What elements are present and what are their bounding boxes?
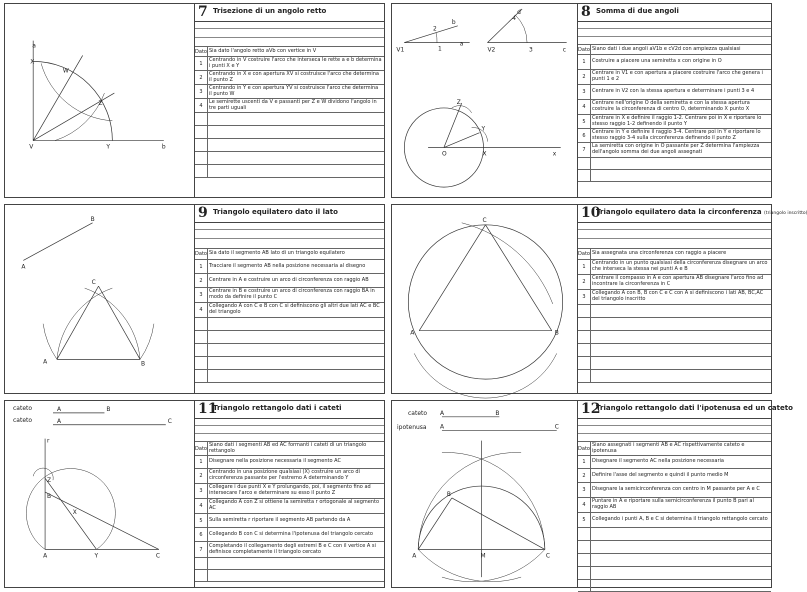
label-x: X (30, 58, 35, 66)
empty-row (578, 357, 771, 370)
card-header (578, 4, 771, 22)
step-row: 2 Centrare il compasso in A e con apertura AB disegnare l'arco fino ad incontrare la circonferenza in C (578, 275, 771, 290)
label-b2: B (141, 360, 146, 368)
label-r: r (47, 437, 50, 445)
empty-row (578, 567, 771, 580)
dato-text: Sia dato l'angolo retto aVb con vertice in V (209, 47, 317, 54)
step-row: 1 Disegnare il segmento AC nella posizione necessaria (578, 456, 771, 469)
card-number: 8 (581, 4, 591, 20)
empty-row (578, 318, 771, 331)
card-header (195, 401, 384, 419)
card-number: 11 (198, 401, 218, 417)
rule (578, 425, 771, 426)
step-row: 5 Centrare in X e definire il raggio 1-2. Centrare poi in X e riportare lo stesso raggio 1-2 definendo il punto Y (578, 115, 771, 129)
cateto-label: cateto (408, 410, 428, 417)
label-z: Z (456, 98, 461, 106)
step-text: Centrando in un punto qualsiasi della circonferenza disegnare un arco che interseca la stessa nei punti A e B (592, 260, 768, 272)
dato-label: Dato (578, 251, 590, 257)
step-row: 1 Centrando in V costruire l'arco che interseca le rette a e b determina i punti X e Y (195, 57, 384, 71)
step-row: 3 Collegare i due punti X e Y prolungando, poi, il segmento fino ad intersecare l'arco e determinare su esso il punto Z (195, 484, 384, 499)
steps-table (195, 441, 384, 582)
step-row: 4 Collegando A con Z si ottiene la semiretta r ortogonale al segmento AC (195, 499, 384, 514)
dato-row (195, 441, 384, 456)
rule (578, 36, 771, 37)
label-z: Z (98, 99, 103, 107)
card-10 (391, 204, 807, 394)
figure-8 (392, 4, 578, 197)
empty-row (195, 344, 384, 357)
step-row: 4 Centrare nell'origine O della semiretta e con la stessa apertura costruire la circonferenza di centro O, determinando X punto X (578, 100, 771, 115)
rule (195, 238, 384, 239)
step-text: Tracciare il segmento AB nella posizione necessaria al disegno (209, 262, 366, 269)
table-11 (195, 401, 384, 587)
card-number: 9 (198, 205, 208, 221)
step-text: Centrare il compasso in A e con apertura AB disegnare l'arco fino ad incontrare la circonferenza in C (592, 275, 764, 287)
label-2: 2 (433, 25, 437, 33)
diagram-11 (5, 401, 194, 587)
empty-row (578, 170, 771, 182)
dato-label: Dato (195, 251, 207, 257)
step-text: Centrare nell'origine O della semiretta e con la stessa apertura costruire la circonferenza di centro O, determinando X punto X (592, 100, 750, 112)
step-text: Collegando A con B, B con C e C con A si definiscono i lati AB, BC,AC del triangolo inscritto (592, 290, 764, 302)
step-text: La semiretta con origine in O passante per Z determina l'ampiezza dell'angolo somma dei due angoli assegnati (592, 143, 760, 155)
empty-row (195, 126, 384, 139)
step-text: Completando il collegamento degli estremi B e C con il vertice A si definisce completamente il triangolo cercato (209, 542, 376, 555)
label-v: V (29, 143, 34, 151)
step-row: 1 Disegnare nella posizione necessaria il segmento AC (195, 456, 384, 469)
step-text: Centrando in una posizione qualsiasi (X) costruire un arco di circonferenza passante per l'estremo A determinando Y (209, 469, 360, 481)
seg-label-c: C (554, 423, 559, 431)
card-header (195, 205, 384, 223)
dato-row (195, 248, 384, 260)
rule (578, 433, 771, 434)
diagram-7 (5, 4, 194, 197)
step-row: 5 Collegando i punti A, B e C si determina il triangolo rettangolo cercato (578, 513, 771, 528)
step-text: Puntare in A e riportare sulla semicirconferenza il punto B pari al raggio AB (592, 498, 754, 510)
card-header (578, 205, 807, 223)
empty-row (578, 580, 771, 592)
label-a: A (43, 552, 48, 560)
label-m: M (480, 552, 486, 560)
step-text: Le semirette uscenti da V e passanti per Z e W dividono l'angolo in tre parti uguali (209, 98, 377, 111)
empty-row (578, 344, 771, 357)
diagram-9 (5, 205, 194, 393)
label-v1: V1 (396, 46, 405, 54)
step-text: Centrando in V costruire l'arco che interseca le rette a e b determina i punti X e Y (209, 56, 382, 69)
table-7 (195, 4, 384, 197)
step-text: Centrare in Y e definire il raggio 3-4. Centrare poi in Y e riportare lo stesso raggio 3-4 sulla circonferenza definendo il punto Z (592, 128, 761, 141)
empty-row (195, 113, 384, 126)
label-o: O (441, 150, 447, 158)
card-8 (391, 3, 772, 198)
empty-row (195, 152, 384, 165)
card-title (596, 209, 807, 217)
step-row: 3 Centrare in B e costruire un arco di circonferenza con raggio BA in modo da definire il punto C (195, 288, 384, 303)
dato-row (578, 441, 771, 456)
card-title: Somma di due angoli (596, 7, 679, 15)
table-8 (578, 4, 771, 197)
step-text: Collegando A con C e B con C si definiscono gli altri due lati AC e BC del triangolo (209, 303, 380, 315)
label-1: 1 (437, 45, 442, 53)
cateto-label-2: cateto (13, 417, 33, 424)
empty-row (578, 370, 771, 383)
label-c: C (155, 552, 161, 560)
empty-row (578, 541, 771, 554)
label-c: C (91, 279, 96, 287)
figure-10 (392, 205, 578, 393)
step-text: Centrando in X e con apertura XV si costruisce l'arco che determina il punto Z (209, 70, 379, 83)
empty-row (578, 158, 771, 170)
step-row: 2 Centrare in V1 e con apertura a piacere costruire l'arco che genera i punti 1 e 2 (578, 70, 771, 85)
step-row: 6 Collegando B con C si determina l'ipotenusa del triangolo cercato (195, 528, 384, 542)
step-row: 4 Collegando A con C e B con C si definiscono gli altri due lati AC e BC del triangolo (195, 303, 384, 318)
label-x: X (72, 508, 77, 516)
seg-label-b: B (106, 405, 111, 413)
card-number: 12 (581, 401, 601, 417)
dato-label: Dato (578, 442, 591, 455)
step-text: Collegando A con Z si ottiene la semiretta r ortogonale al segmento AC (209, 499, 379, 511)
table-10 (578, 205, 807, 393)
step-row: 2 Centrando in una posizione qualsiasi (X) costruire un arco di circonferenza passante per l'estremo A determinando Y (195, 469, 384, 484)
step-row: 1 Centrando in un punto qualsiasi della circonferenza disegnare un arco che interseca la stessa nei punti A e B (578, 260, 771, 275)
steps-table (578, 441, 771, 592)
rule (195, 37, 384, 38)
step-text: Centrare in V2 con la stessa apertura e determinare i punti 3 e 4 (592, 88, 755, 95)
step-text: Centrare in X e definire il raggio 1-2. Centrare poi in X e riportare lo stesso raggio 1-2 definendo il punto Y (592, 114, 762, 127)
step-row: 7 Completando il collegamento degli estremi B e C con il vertice A si definisce completamente il triangolo cercato (195, 542, 384, 558)
dato-label: Dato (578, 46, 590, 53)
label-b: b (451, 18, 456, 26)
card-12 (391, 400, 793, 588)
step-row: 4 Puntare in A e riportare sulla semicirconferenza il punto B pari al raggio AB (578, 498, 771, 513)
empty-row (195, 318, 384, 331)
dato-label: Dato (195, 48, 207, 55)
cateto-label-1: cateto (13, 405, 33, 412)
step-text: Centrando in Y e con apertura YV si costruisce l'arco che determina il punto W (209, 84, 379, 97)
label-a: A (21, 263, 26, 271)
step-text: Centrare in B e costruire un arco di circonferenza con raggio BA in modo da definire il punto C (209, 288, 375, 300)
seg-label-a2: A (56, 417, 62, 425)
figure-11 (5, 401, 195, 587)
label-4: 4 (512, 14, 516, 22)
rule (195, 28, 384, 29)
empty-row (195, 331, 384, 344)
figure-12 (392, 401, 578, 587)
card-9 (4, 204, 385, 394)
label-xs: x (552, 150, 557, 158)
rule (195, 433, 384, 434)
dato-row (578, 248, 771, 260)
step-row: 4 Le semirette uscenti da V e passanti per Z e W dividono l'angolo in tre parti uguali (195, 99, 384, 113)
card-title: Trisezione di un angolo retto (213, 7, 327, 15)
empty-row (578, 305, 771, 318)
title-subtitle: (triangolo inscritto) (764, 211, 807, 216)
rule (195, 229, 384, 230)
label-b: B (47, 492, 52, 500)
label-a: a (32, 42, 36, 50)
label-c: C (545, 552, 550, 560)
dato-label: Dato (195, 442, 208, 455)
label-b: B (90, 215, 95, 223)
label-b: B (446, 490, 451, 498)
dato-text: Sia dato il segmento AB lato di un triangolo equilatero (209, 250, 345, 257)
empty-row (578, 554, 771, 567)
label-a: A (412, 552, 417, 560)
dato-text: Siano dati i due angoli aV1b e cV2d con ampiezza qualsiasi (592, 45, 741, 52)
diagram-12 (392, 401, 577, 587)
label-a2: A (43, 358, 48, 366)
empty-row (195, 570, 384, 582)
empty-row (195, 139, 384, 152)
card-title: Triangolo equilatero dato il lato (213, 208, 338, 216)
seg-label-a: A (439, 409, 445, 417)
label-a: a (459, 40, 464, 48)
card-header (578, 401, 793, 419)
steps-table (578, 248, 771, 383)
figure-9 (5, 205, 195, 393)
label-c: C (482, 216, 487, 224)
step-text: Disegnare nella posizione necessaria il segmento AC (209, 458, 341, 465)
step-row: 5 Sulla semiretta r riportare il segmento AB partendo da A (195, 514, 384, 528)
rule (578, 28, 771, 29)
step-text: Disegnare la semicirconferenza con centro in M passante per A e C (592, 486, 760, 493)
ipotenusa-label: ipotenusa (397, 424, 427, 431)
card-7 (4, 3, 385, 198)
label-z: Z (47, 477, 52, 485)
steps-table (195, 248, 384, 383)
empty-row (195, 165, 384, 178)
label-y: Y (481, 125, 486, 133)
steps-table (578, 44, 771, 182)
step-text: Centrare in A e costruire un arco di circonferenza con raggio AB (209, 276, 369, 283)
card-11 (4, 400, 385, 588)
step-row: 1 Costruire a piacere una semiretta x con origine in O (578, 55, 771, 70)
label-b: b (161, 143, 166, 151)
empty-row (578, 331, 771, 344)
label-y: Y (106, 143, 111, 151)
steps-table (195, 46, 384, 178)
diagram-8 (392, 4, 577, 197)
label-b: B (554, 329, 559, 337)
figure-7 (5, 4, 195, 197)
rule (578, 238, 771, 239)
label-y: Y (94, 552, 99, 560)
dato-text: Siano assegnati i segmenti AB e AC rispettivamente cateto e ipotenusa (592, 441, 745, 454)
dato-text: Siano dati i segmenti AB ed AC formanti i cateti di un triangolo rettangolo (209, 441, 367, 454)
rule (195, 425, 384, 426)
step-row: 3 Disegnare la semicirconferenza con centro in M passante per A e C (578, 483, 771, 498)
empty-row (578, 528, 771, 541)
step-row: 3 Collegando A con B, B con C e C con A si definiscono i lati AB, BC,AC del triangolo inscritto (578, 290, 771, 305)
label-d: d (517, 8, 521, 16)
step-row: 1 Tracciare il segmento AB nella posizione necessaria al disegno (195, 260, 384, 274)
card-number: 7 (198, 4, 208, 20)
title-text: Triangolo equilatero data la circonferenza (596, 208, 762, 216)
card-number: 10 (581, 205, 601, 221)
seg-label-a2: A (439, 423, 445, 431)
step-row: 7 La semiretta con origine in O passante per Z determina l'ampiezza dell'angolo somma dei due angoli assegnati (578, 143, 771, 158)
step-text: Sulla semiretta r riportare il segmento AB partendo da A (209, 516, 351, 523)
empty-row (195, 558, 384, 570)
step-text: Definire l'asse del segmento e quindi il punto medio M (592, 471, 729, 478)
label-c: c (562, 46, 566, 54)
label-x: X (482, 150, 487, 158)
empty-row (195, 370, 384, 383)
card-title: Triangolo rettangolo dati i cateti (213, 404, 342, 412)
diagram-10 (392, 205, 577, 393)
label-3: 3 (529, 46, 533, 54)
step-text: Collegare i due punti X e Y prolungando, poi, il segmento fino ad intersecare l'arco e determinare su esso il punto Z (209, 484, 371, 496)
seg-label-c: C (167, 417, 172, 425)
dato-text: Sia assegnata una circonferenza con raggio a piacere (592, 250, 727, 257)
label-w: W (62, 67, 69, 75)
step-text: Costruire a piacere una semiretta x con origine in O (592, 58, 722, 65)
step-text: Centrare in V1 e con apertura a piacere costruire l'arco che genera i punti 1 e 2 (592, 70, 763, 82)
table-12 (578, 401, 793, 587)
seg-label-a: A (56, 405, 62, 413)
seg-label-b: B (495, 409, 500, 417)
dato-row (195, 46, 384, 57)
dato-row (578, 44, 771, 55)
step-row: 2 Centrare in A e costruire un arco di circonferenza con raggio AB (195, 274, 384, 288)
step-row: 3 Centrando in Y e con apertura YV si costruisce l'arco che determina il punto W (195, 85, 384, 99)
label-a: A (410, 329, 415, 337)
empty-row (195, 357, 384, 370)
step-row: 2 Centrando in X e con apertura XV si costruisce l'arco che determina il punto Z (195, 71, 384, 85)
step-text: Disegnare il segmento AC nella posizione necessaria (592, 458, 724, 465)
step-text: Collegando B con C si determina l'ipotenusa del triangolo cercato (209, 530, 373, 537)
step-row: 6 Centrare in Y e definire il raggio 3-4. Centrare poi in Y e riportare lo stesso raggio 3-4 sulla circonferenza definendo il punto Z (578, 129, 771, 143)
step-row: 2 Definire l'asse del segmento e quindi il punto medio M (578, 469, 771, 483)
table-9 (195, 205, 384, 393)
card-title: Triangolo rettangolo dati l'ipotenusa ed un cateto (596, 404, 793, 412)
card-header (195, 4, 384, 22)
label-v2: V2 (487, 46, 496, 54)
step-text: Collegando i punti A, B e C si determina il triangolo rettangolo cercato (592, 516, 768, 523)
rule (578, 229, 771, 230)
step-row: 3 Centrare in V2 con la stessa apertura e determinare i punti 3 e 4 (578, 85, 771, 100)
